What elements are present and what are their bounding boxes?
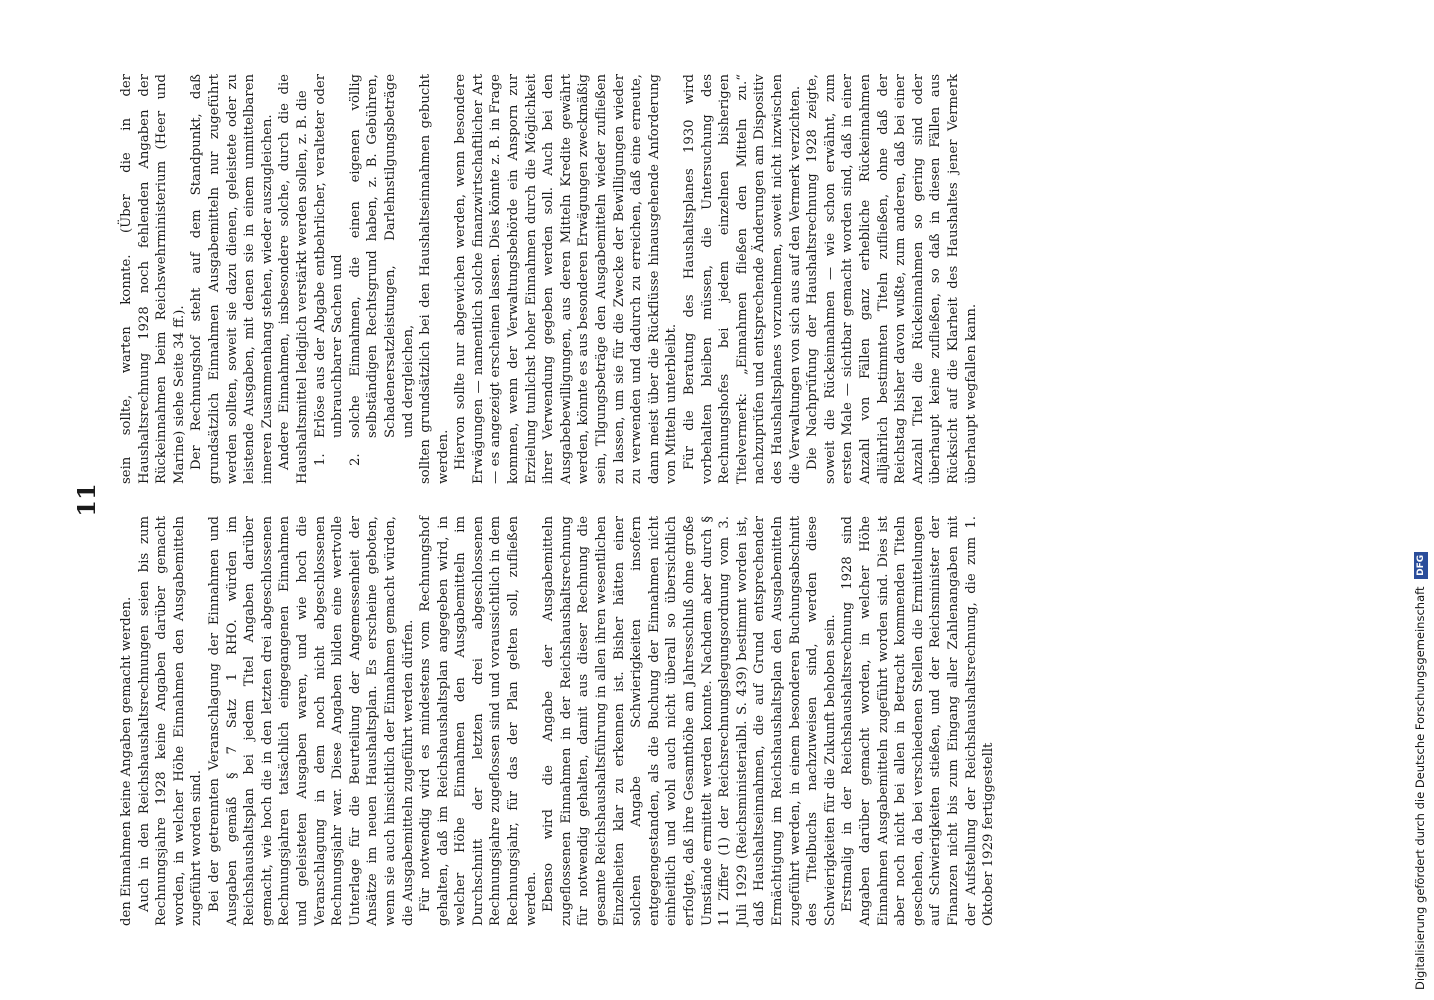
list-item-text: Erlöse aus der Abgabe entbehrlicher, veralteter oder unbrauchbarer Sachen und (312, 74, 346, 438)
list-item (347, 74, 417, 484)
enumerated-list (312, 74, 418, 484)
credit-text: Digitalisierung gefördert durch die Deutsche Forschungsgemeinschaft (1413, 586, 1427, 990)
paragraph: Für notwendig wird es mindestens vom Rechnungshof gehalten, daß im Reichshaushaltsplan angegeben wird, in welcher Höhe Einnahmen den Ausgabemitteln im Durchschnitt der letzten drei abgeschlossenen Rechnungsjahre zugeflossen sind und voraussichtlich in dem Rechnungsjahr, für das der Plan gelten soll, zufließen werden. (418, 516, 539, 926)
paragraph: Andere Einnahmen, insbesondere solche, durch die die Haushaltsmittel lediglich verstärkt werden sollen, z. B. die (277, 74, 310, 484)
dfg-logo: DFG (1414, 552, 1428, 579)
list-number: 2. (347, 453, 363, 466)
rotated-document-page (60, 60, 1310, 940)
paragraph: den Einnahmen keine Angaben gemacht werden. (119, 596, 134, 926)
right-text-column (118, 74, 980, 484)
paragraph: Für die Beratung des Haushaltsplanes 1930 wird vorbehalten bleiben müssen, die Untersuchung des Rechnungshofes bei jedem einzelnen bisherigen Titelvermerk: „Einnahmen fließen den Mitteln zu.“ nachzuprüfen und entsprechende Änderungen am Dispositiv des Haushaltsplanes vorzunehmen, soweit nicht inzwischen die Verwaltungen von sich aus auf den Vermerk verzichten. (682, 74, 803, 484)
page-number: 11 (72, 483, 101, 517)
list-number: 1. (312, 453, 328, 466)
paragraph: Erstmalig in der Reichshaushaltsrechnung 1928 sind Angaben darüber gemacht worden, in welcher Höhe Einnahmen Ausgabemitteln zugeführt worden sind. Dies ist aber noch nicht bei allen in Betracht kommenden Titeln geschehen, da bei verschiedenen Stellen die Ermittelungen auf Schwierigkeiten stießen, und der Reichsminister der Finanzen nicht bis zum Eingang aller Zahlenangaben mit der Aufstellung der Reichshaushaltsrechnung, die zum 1. Oktober 1929 fertiggestellt (840, 516, 997, 926)
left-text-column (118, 516, 998, 926)
paragraph: Bei der getrennten Veranschlagung der Einnahmen und Ausgaben gemäß § 7 Satz 1 RHO. würden im Reichshaushaltsplan bei jedem Titel Angaben darüber gemacht, wie hoch die in den letzten drei abgeschlossenen Rechnungsjahren tatsächlich eingegangenen Einnahmen und geleisteten Ausgaben waren, und wie hoch die Veranschlagung in dem noch nicht abgeschlossenen Rechnungsjahr war. Diese Angaben bilden eine wertvolle Unterlage für die Beurteilung der Angemessenheit der Ansätze im neuen Haushaltsplan. Es erscheine geboten, wenn sie auch hinsichtlich der Einnahmen gemacht würden, die Ausgabemitteln zugeführt werden dürfen. (206, 516, 416, 926)
paragraph: Hiervon sollte nur abgewichen werden, wenn besondere Erwägungen — namentlich solche finanzwirtschaftlicher Art — es angezeigt erscheinen lassen. Dies könnte z. B. in Frage kommen, wenn der Verwaltungsbehörde ein Ansporn zur Erzielung tunlichst hoher Einnahmen durch die Möglichkeit ihrer Verwendung gegeben werden soll. Auch bei den Ausgabebewilligungen, aus deren Mitteln Kredite gewährt werden, könnte es aus besonderen Erwägungen zweckmäßig sein, Tilgungsbeträge den Ausgabemitteln wieder zufließen zu lassen, um sie für die Zwecke der Bewilligungen wieder zu verwenden und dadurch zu erreichen, daß eine erneute, dann meist über die Rückflüsse hinausgehende Anforderung von Mitteln unterbleibt. (453, 74, 680, 484)
paragraph: Ebenso wird die Angabe der Ausgabemitteln zugeflossenen Einnahmen in der Reichshaushaltsrechnung für notwendig gehalten, damit aus dieser Rechnung die gesamte Reichshaushaltsführung in allen ihren wesentlichen Einzelheiten klar zu erkennen ist. Bisher hätten einer solchen Angabe Schwierigkeiten insofern entgegengestanden, als die Buchung der Einnahmen nicht einheitlich und wohl auch nicht überall so übersichtlich erfolgte, daß ihre Gesamthöhe am Jahresschluß ohne große Umstände ermittelt werden konnte. Nachdem aber durch § 11 Ziffer (1) der Reichsrechnungslegungsordnung vom 3. Juli 1929 (Reichsministerialbl. S. 439) bestimmt worden ist, daß Haushaltseinnahmen, die auf Grund entsprechender Ermächtigung im Reichshaushaltsplan den Ausgabemitteln zugeführt werden, in einem besonderen Buchungsabschnitt des Titelbuchs nachzuweisen sind, werden diese Schwierigkeiten für die Zukunft behoben sein. (541, 516, 838, 926)
digitization-credit (1410, 10, 1430, 990)
paragraph: sollten grundsätzlich bei den Haushaltseinnahmen gebucht werden. (418, 74, 451, 484)
paragraph: sein sollte, warten konnte. (Über die in der Haushaltsrechnung 1928 noch fehlenden Angaben der Rückeinnahmen beim Reichswehrministerium (Heer und Marine) siehe Seite 34 ff.). (119, 74, 187, 484)
list-item (312, 74, 347, 484)
paragraph: Auch in den Reichshaushaltsrechnungen seien bis zum Rechnungsjahre 1928 keine Angaben darüber gemacht worden, in welcher Höhe Einnahmen den Ausgabemitteln zugeführt worden sind. (136, 516, 205, 926)
paragraph: Die Nachprüfung der Haushaltsrechnung 1928 zeigte, soweit die Rückeinnahmen — wie schon erwähnt, zum ersten Male — sichtbar gemacht worden sind, daß in einer Anzahl von Fällen ganz erhebliche Rückeinnahmen alljährlich bestimmten Titeln zufließen, ohne daß der Reichstag bisher davon wußte, zum anderen, daß bei einer Anzahl Titel die Rückeinnahmen so gering sind oder überhaupt keine zufließen, so daß in diesen Fällen aus Rücksicht auf die Klarheit des Haushaltes jener Vermerk überhaupt wegfallen kann. (805, 74, 979, 484)
list-item-text: solche Einnahmen, die einen eigenen völlig selbständigen Rechtsgrund haben, z. B. Gebühren, Schadenersatzleistungen, Darlehnstilgungsbeträge und dergleichen, (347, 74, 416, 438)
paragraph: Der Rechnungshof steht auf dem Standpunkt, daß grundsätzlich Einnahmen Ausgabemitteln nur zugeführt werden sollten, soweit sie dazu dienen, geleistete oder zu leistende Ausgaben, mit denen sie in einem unmittelbaren inneren Zusammenhang stehen, wieder auszugleichen. (189, 74, 275, 484)
